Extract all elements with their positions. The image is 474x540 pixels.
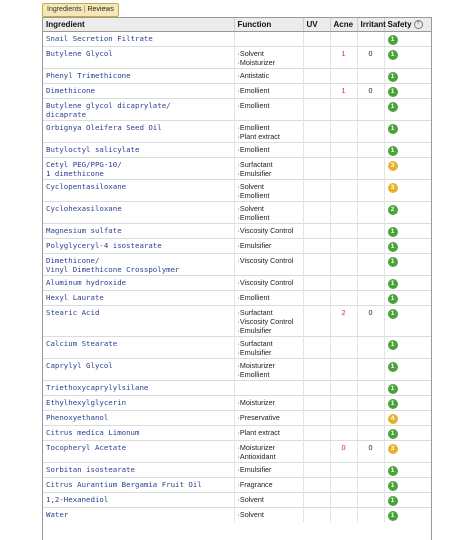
- function-item: ·Viscosity Control: [237, 256, 294, 265]
- ingredient-link[interactable]: Tocopheryl Acetate: [46, 443, 127, 452]
- safety-cell: [384, 158, 431, 180]
- acne-cell: [330, 202, 357, 224]
- acne-cell: [330, 337, 357, 359]
- function-cell: [234, 47, 303, 69]
- ingredient-link[interactable]: 1,2-Hexanediol: [46, 495, 109, 504]
- table-row: [43, 337, 431, 359]
- uv-cell: [303, 121, 330, 143]
- safety-score-badge: 3: [388, 183, 398, 193]
- safety-score-badge: 1: [388, 384, 398, 394]
- function-cell: [234, 381, 303, 396]
- safety-score-badge: 1: [388, 146, 398, 156]
- function-cell: [234, 493, 303, 508]
- uv-cell: [303, 478, 330, 493]
- ingredient-cell: [43, 47, 234, 69]
- uv-cell: [303, 69, 330, 84]
- irritant-cell: [357, 143, 384, 158]
- ingredient-cell: [43, 121, 234, 143]
- function-item: ·Emollient: [237, 101, 270, 110]
- ingredient-cell: [43, 426, 234, 441]
- header-function: Function: [234, 18, 303, 32]
- acne-cell: [330, 508, 357, 523]
- uv-cell: [303, 381, 330, 396]
- ingredient-link[interactable]: Phenoxyethanol: [46, 413, 109, 422]
- function-item: ·Emollient: [237, 86, 270, 95]
- function-item: ·Emulsifier: [237, 465, 272, 474]
- function-item: ·Emollient: [237, 145, 270, 154]
- irritant-cell: [357, 337, 384, 359]
- safety-score-badge: 1: [388, 279, 398, 289]
- function-item: ·Fragrance: [237, 480, 273, 489]
- function-item: ·Solvent: [237, 49, 264, 58]
- ingredient-link[interactable]: Calcium Stearate: [46, 339, 118, 348]
- ingredient-link[interactable]: Polyglyceryl-4 isostearate: [46, 241, 162, 250]
- uv-cell: [303, 359, 330, 381]
- safety-score-badge: 1: [388, 362, 398, 372]
- acne-cell: [330, 359, 357, 381]
- function-item: ·Solvent: [237, 204, 264, 213]
- table-row: [43, 254, 431, 276]
- ingredient-link[interactable]: Water: [46, 510, 69, 519]
- function-item: ·Emollient: [237, 293, 270, 302]
- safety-score-badge: 1: [388, 242, 398, 252]
- table-row: [43, 508, 431, 523]
- safety-cell: [384, 143, 431, 158]
- ingredient-link[interactable]: Ethylhexylglycerin: [46, 398, 127, 407]
- function-cell: [234, 99, 303, 121]
- ingredient-cell: [43, 180, 234, 202]
- safety-score-badge: 4: [388, 414, 398, 424]
- acne-cell: 0: [330, 441, 357, 463]
- acne-cell: [330, 493, 357, 508]
- ingredient-link[interactable]: 1 dimethicone: [46, 169, 104, 178]
- safety-cell: [384, 426, 431, 441]
- function-cell: [234, 84, 303, 99]
- ingredient-link[interactable]: Citrus medica Limonum: [46, 428, 140, 437]
- function-item: ·Plant extract: [237, 132, 280, 141]
- ingredient-cell: [43, 441, 234, 463]
- function-item: ·Antioxidant: [237, 452, 276, 461]
- safety-cell: [384, 239, 431, 254]
- ingredient-cell: [43, 478, 234, 493]
- ingredient-link[interactable]: Citrus Aurantium Bergamia Fruit Oil: [46, 480, 202, 489]
- function-item: ·Antistatic: [237, 71, 270, 80]
- uv-cell: [303, 291, 330, 306]
- ingredient-cell: [43, 202, 234, 224]
- safety-score-badge: 1: [388, 72, 398, 82]
- function-cell: [234, 202, 303, 224]
- function-item: ·Plant extract: [237, 428, 280, 437]
- irritant-cell: [357, 158, 384, 180]
- table-row: [43, 224, 431, 239]
- function-item: ·Emollient: [237, 123, 270, 132]
- ingredient-cell: [43, 291, 234, 306]
- ingredient-link[interactable]: Magnesium sulfate: [46, 226, 122, 235]
- irritant-cell: [357, 99, 384, 121]
- ingredient-cell: [43, 69, 234, 84]
- function-cell: [234, 121, 303, 143]
- acne-cell: [330, 381, 357, 396]
- table-row: [43, 359, 431, 381]
- irritant-cell: [357, 239, 384, 254]
- safety-cell: [384, 47, 431, 69]
- table-row: [43, 493, 431, 508]
- uv-cell: [303, 411, 330, 426]
- acne-cell: [330, 276, 357, 291]
- table-header-row: [43, 18, 431, 32]
- table-row: [43, 84, 431, 99]
- acne-cell: [330, 239, 357, 254]
- safety-cell: [384, 493, 431, 508]
- ingredient-link[interactable]: Dimethicone/: [46, 256, 100, 265]
- uv-cell: [303, 493, 330, 508]
- ingredient-link[interactable]: Butylene glycol dicaprylate/: [46, 101, 171, 110]
- safety-cell: [384, 254, 431, 276]
- uv-cell: [303, 47, 330, 69]
- acne-cell: [330, 121, 357, 143]
- table-row: [43, 47, 431, 69]
- acne-cell: [330, 396, 357, 411]
- function-item: ·Viscosity Control: [237, 226, 294, 235]
- ingredient-cell: [43, 239, 234, 254]
- uv-cell: [303, 463, 330, 478]
- uv-cell: [303, 276, 330, 291]
- table-row: [43, 306, 431, 337]
- function-cell: [234, 463, 303, 478]
- safety-cell: [384, 411, 431, 426]
- function-item: ·Emollient: [237, 370, 270, 379]
- acne-cell: [330, 224, 357, 239]
- ingredient-cell: [43, 381, 234, 396]
- safety-score-badge: 1: [388, 50, 398, 60]
- irritant-cell: [357, 121, 384, 143]
- safety-score-badge: 1: [388, 511, 398, 521]
- header-safety: [384, 18, 431, 32]
- header-safety-label: Safety: [387, 19, 412, 29]
- acne-cell: [330, 426, 357, 441]
- irritant-cell: [357, 411, 384, 426]
- table-row: [43, 69, 431, 84]
- ingredient-link[interactable]: Caprylyl Glycol: [46, 361, 113, 370]
- safety-score-badge: 1: [388, 466, 398, 476]
- function-cell: [234, 276, 303, 291]
- ingredient-link[interactable]: dicaprate: [46, 110, 87, 119]
- function-item: ·Emollient: [237, 213, 270, 222]
- function-item: ·Solvent: [237, 495, 264, 504]
- function-item: ·Moisturizer: [237, 443, 276, 452]
- table-row: [43, 99, 431, 121]
- irritant-cell: [357, 426, 384, 441]
- function-item: ·Solvent: [237, 510, 264, 519]
- irritant-cell: [357, 493, 384, 508]
- ingredient-link[interactable]: Vinyl Dimethicone Crosspolymer: [46, 265, 180, 274]
- ingredient-cell: [43, 143, 234, 158]
- ingredient-link[interactable]: Phenyl Trimethicone: [46, 71, 131, 80]
- uv-cell: [303, 180, 330, 202]
- safety-score-badge: 1: [388, 496, 398, 506]
- uv-cell: [303, 254, 330, 276]
- irritant-cell: [357, 463, 384, 478]
- safety-score-badge: 3: [388, 161, 398, 171]
- safety-cell: [384, 291, 431, 306]
- acne-cell: 1: [330, 47, 357, 69]
- ingredient-link[interactable]: Dimethicone: [46, 86, 95, 95]
- function-cell: [234, 396, 303, 411]
- uv-cell: [303, 396, 330, 411]
- safety-cell: [384, 306, 431, 337]
- irritant-cell: [357, 254, 384, 276]
- ingredient-link[interactable]: Cyclohexasiloxane: [46, 204, 122, 213]
- table-row: [43, 143, 431, 158]
- safety-cell: [384, 276, 431, 291]
- acne-cell: [330, 254, 357, 276]
- irritant-cell: [357, 180, 384, 202]
- irritant-cell: 0: [357, 47, 384, 69]
- ingredient-link[interactable]: Stearic Acid: [46, 308, 100, 317]
- ingredient-cell: [43, 463, 234, 478]
- safety-cell: [384, 396, 431, 411]
- table-row: [43, 381, 431, 396]
- ingredient-link[interactable]: Triethoxycaprylylsilane: [46, 383, 149, 392]
- irritant-cell: 0: [357, 441, 384, 463]
- function-cell: [234, 306, 303, 337]
- safety-cell: [384, 478, 431, 493]
- function-item: ·Emulsifier: [237, 326, 272, 335]
- safety-cell: [384, 121, 431, 143]
- acne-cell: [330, 478, 357, 493]
- function-cell: [234, 224, 303, 239]
- header-irritant: Irritant: [357, 18, 384, 32]
- ingredient-cell: [43, 306, 234, 337]
- function-item: ·Solvent: [237, 182, 264, 191]
- table-row: [43, 202, 431, 224]
- function-item: ·Moisturizer: [237, 361, 276, 370]
- header-ingredient: Ingredient: [43, 18, 234, 32]
- safety-score-badge: 1: [388, 429, 398, 439]
- irritant-cell: [357, 478, 384, 493]
- irritant-cell: [357, 381, 384, 396]
- safety-cell: [384, 359, 431, 381]
- safety-score-badge: 1: [388, 481, 398, 491]
- header-acne: Acne: [330, 18, 357, 32]
- irritant-cell: [357, 69, 384, 84]
- uv-cell: [303, 143, 330, 158]
- ingredient-link[interactable]: Hexyl Laurate: [46, 293, 104, 302]
- safety-score-badge: 1: [388, 227, 398, 237]
- ingredient-cell: [43, 508, 234, 523]
- irritant-cell: 0: [357, 306, 384, 337]
- ingredient-link[interactable]: Cyclopentasiloxane: [46, 182, 127, 191]
- ingredient-cell: [43, 396, 234, 411]
- table-row: [43, 180, 431, 202]
- function-cell: [234, 337, 303, 359]
- ingredient-cell: [43, 254, 234, 276]
- acne-cell: 2: [330, 306, 357, 337]
- function-cell: [234, 69, 303, 84]
- acne-cell: [330, 69, 357, 84]
- function-cell: [234, 239, 303, 254]
- function-cell: [234, 158, 303, 180]
- ingredient-cell: [43, 32, 234, 47]
- table-row: [43, 396, 431, 411]
- table-row: [43, 411, 431, 426]
- safety-cell: [384, 441, 431, 463]
- ingredient-link[interactable]: Cetyl PEG/PPG-10/: [46, 160, 122, 169]
- safety-cell: [384, 99, 431, 121]
- safety-score-badge: 2: [388, 205, 398, 215]
- function-cell: [234, 32, 303, 47]
- uv-cell: [303, 426, 330, 441]
- function-item: ·Emulsifier: [237, 348, 272, 357]
- ingredient-cell: [43, 158, 234, 180]
- function-cell: [234, 359, 303, 381]
- function-item: ·Viscosity Control: [237, 317, 294, 326]
- irritant-cell: [357, 291, 384, 306]
- safety-cell: [384, 32, 431, 47]
- acne-cell: [330, 463, 357, 478]
- ingredient-cell: [43, 276, 234, 291]
- ingredient-link[interactable]: Snail Secretion Filtrate: [46, 34, 153, 43]
- ingredients-table: [43, 18, 431, 522]
- safety-score-badge: 1: [388, 340, 398, 350]
- safety-score-badge: 1: [388, 309, 398, 319]
- uv-cell: [303, 99, 330, 121]
- tab-ingredients[interactable]: Ingredients: [47, 6, 82, 13]
- ingredient-link[interactable]: Sorbitan isostearate: [46, 465, 135, 474]
- safety-score-badge: 1: [388, 124, 398, 134]
- irritant-cell: 0: [357, 84, 384, 99]
- ingredients-table-container: [42, 17, 432, 540]
- uv-cell: [303, 306, 330, 337]
- help-icon[interactable]: ?: [414, 20, 423, 29]
- safety-cell: [384, 69, 431, 84]
- safety-score-badge: 1: [388, 399, 398, 409]
- ingredient-link[interactable]: Butyloctyl salicylate: [46, 145, 140, 154]
- function-cell: [234, 508, 303, 523]
- irritant-cell: [357, 276, 384, 291]
- acne-cell: [330, 143, 357, 158]
- function-cell: [234, 441, 303, 463]
- safety-cell: [384, 180, 431, 202]
- function-item: ·Surfactant: [237, 160, 273, 169]
- table-row: [43, 291, 431, 306]
- table-row: [43, 158, 431, 180]
- function-item: ·Viscosity Control: [237, 278, 294, 287]
- ingredient-cell: [43, 337, 234, 359]
- table-row: [43, 32, 431, 47]
- ingredient-cell: [43, 84, 234, 99]
- function-item: ·Emulsifier: [237, 169, 272, 178]
- ingredient-cell: [43, 411, 234, 426]
- table-row: [43, 426, 431, 441]
- uv-cell: [303, 441, 330, 463]
- uv-cell: [303, 224, 330, 239]
- table-row: [43, 478, 431, 493]
- safety-score-badge: 1: [388, 294, 398, 304]
- acne-cell: [330, 158, 357, 180]
- safety-score-badge: 1: [388, 35, 398, 45]
- safety-score-badge: 1: [388, 87, 398, 97]
- table-row: [43, 121, 431, 143]
- uv-cell: [303, 239, 330, 254]
- function-item: ·Emollient: [237, 191, 270, 200]
- irritant-cell: [357, 224, 384, 239]
- function-cell: [234, 426, 303, 441]
- tab-reviews[interactable]: Reviews: [87, 6, 114, 13]
- function-item: ·Surfactant: [237, 339, 273, 348]
- table-row: [43, 463, 431, 478]
- safety-cell: [384, 508, 431, 523]
- function-item: ·Preservative: [237, 413, 280, 422]
- uv-cell: [303, 202, 330, 224]
- irritant-cell: [357, 32, 384, 47]
- uv-cell: [303, 337, 330, 359]
- uv-cell: [303, 84, 330, 99]
- irritant-cell: [357, 508, 384, 523]
- ingredient-cell: [43, 493, 234, 508]
- safety-cell: [384, 463, 431, 478]
- table-row: [43, 441, 431, 463]
- uv-cell: [303, 32, 330, 47]
- safety-cell: [384, 381, 431, 396]
- ingredient-link[interactable]: Butylene Glycol: [46, 49, 113, 58]
- safety-cell: [384, 337, 431, 359]
- irritant-cell: [357, 359, 384, 381]
- function-item: ·Emulsifier: [237, 241, 272, 250]
- acne-cell: [330, 32, 357, 47]
- uv-cell: [303, 508, 330, 523]
- ingredient-cell: [43, 224, 234, 239]
- irritant-cell: [357, 202, 384, 224]
- tab-bar: [42, 3, 119, 17]
- uv-cell: [303, 158, 330, 180]
- function-item: ·Surfactant: [237, 308, 273, 317]
- safety-score-badge: 1: [388, 257, 398, 267]
- function-cell: [234, 291, 303, 306]
- safety-cell: [384, 84, 431, 99]
- ingredient-cell: [43, 359, 234, 381]
- function-cell: [234, 180, 303, 202]
- safety-score-badge: 1: [388, 102, 398, 112]
- function-cell: [234, 143, 303, 158]
- ingredient-cell: [43, 99, 234, 121]
- function-cell: [234, 411, 303, 426]
- acne-cell: [330, 99, 357, 121]
- ingredient-link[interactable]: Aluminum hydroxide: [46, 278, 127, 287]
- header-uv: UV: [303, 18, 330, 32]
- acne-cell: 1: [330, 84, 357, 99]
- irritant-cell: [357, 396, 384, 411]
- acne-cell: [330, 411, 357, 426]
- table-row: [43, 239, 431, 254]
- safety-score-badge: 3: [388, 444, 398, 454]
- table-row: [43, 276, 431, 291]
- safety-cell: [384, 224, 431, 239]
- function-item: ·Moisturizer: [237, 58, 276, 67]
- acne-cell: [330, 180, 357, 202]
- function-cell: [234, 254, 303, 276]
- tab-separator: |: [83, 6, 86, 13]
- safety-cell: [384, 202, 431, 224]
- function-item: ·Moisturizer: [237, 398, 276, 407]
- function-cell: [234, 478, 303, 493]
- ingredient-link[interactable]: Orbignya Oleifera Seed Oil: [46, 123, 162, 132]
- acne-cell: [330, 291, 357, 306]
